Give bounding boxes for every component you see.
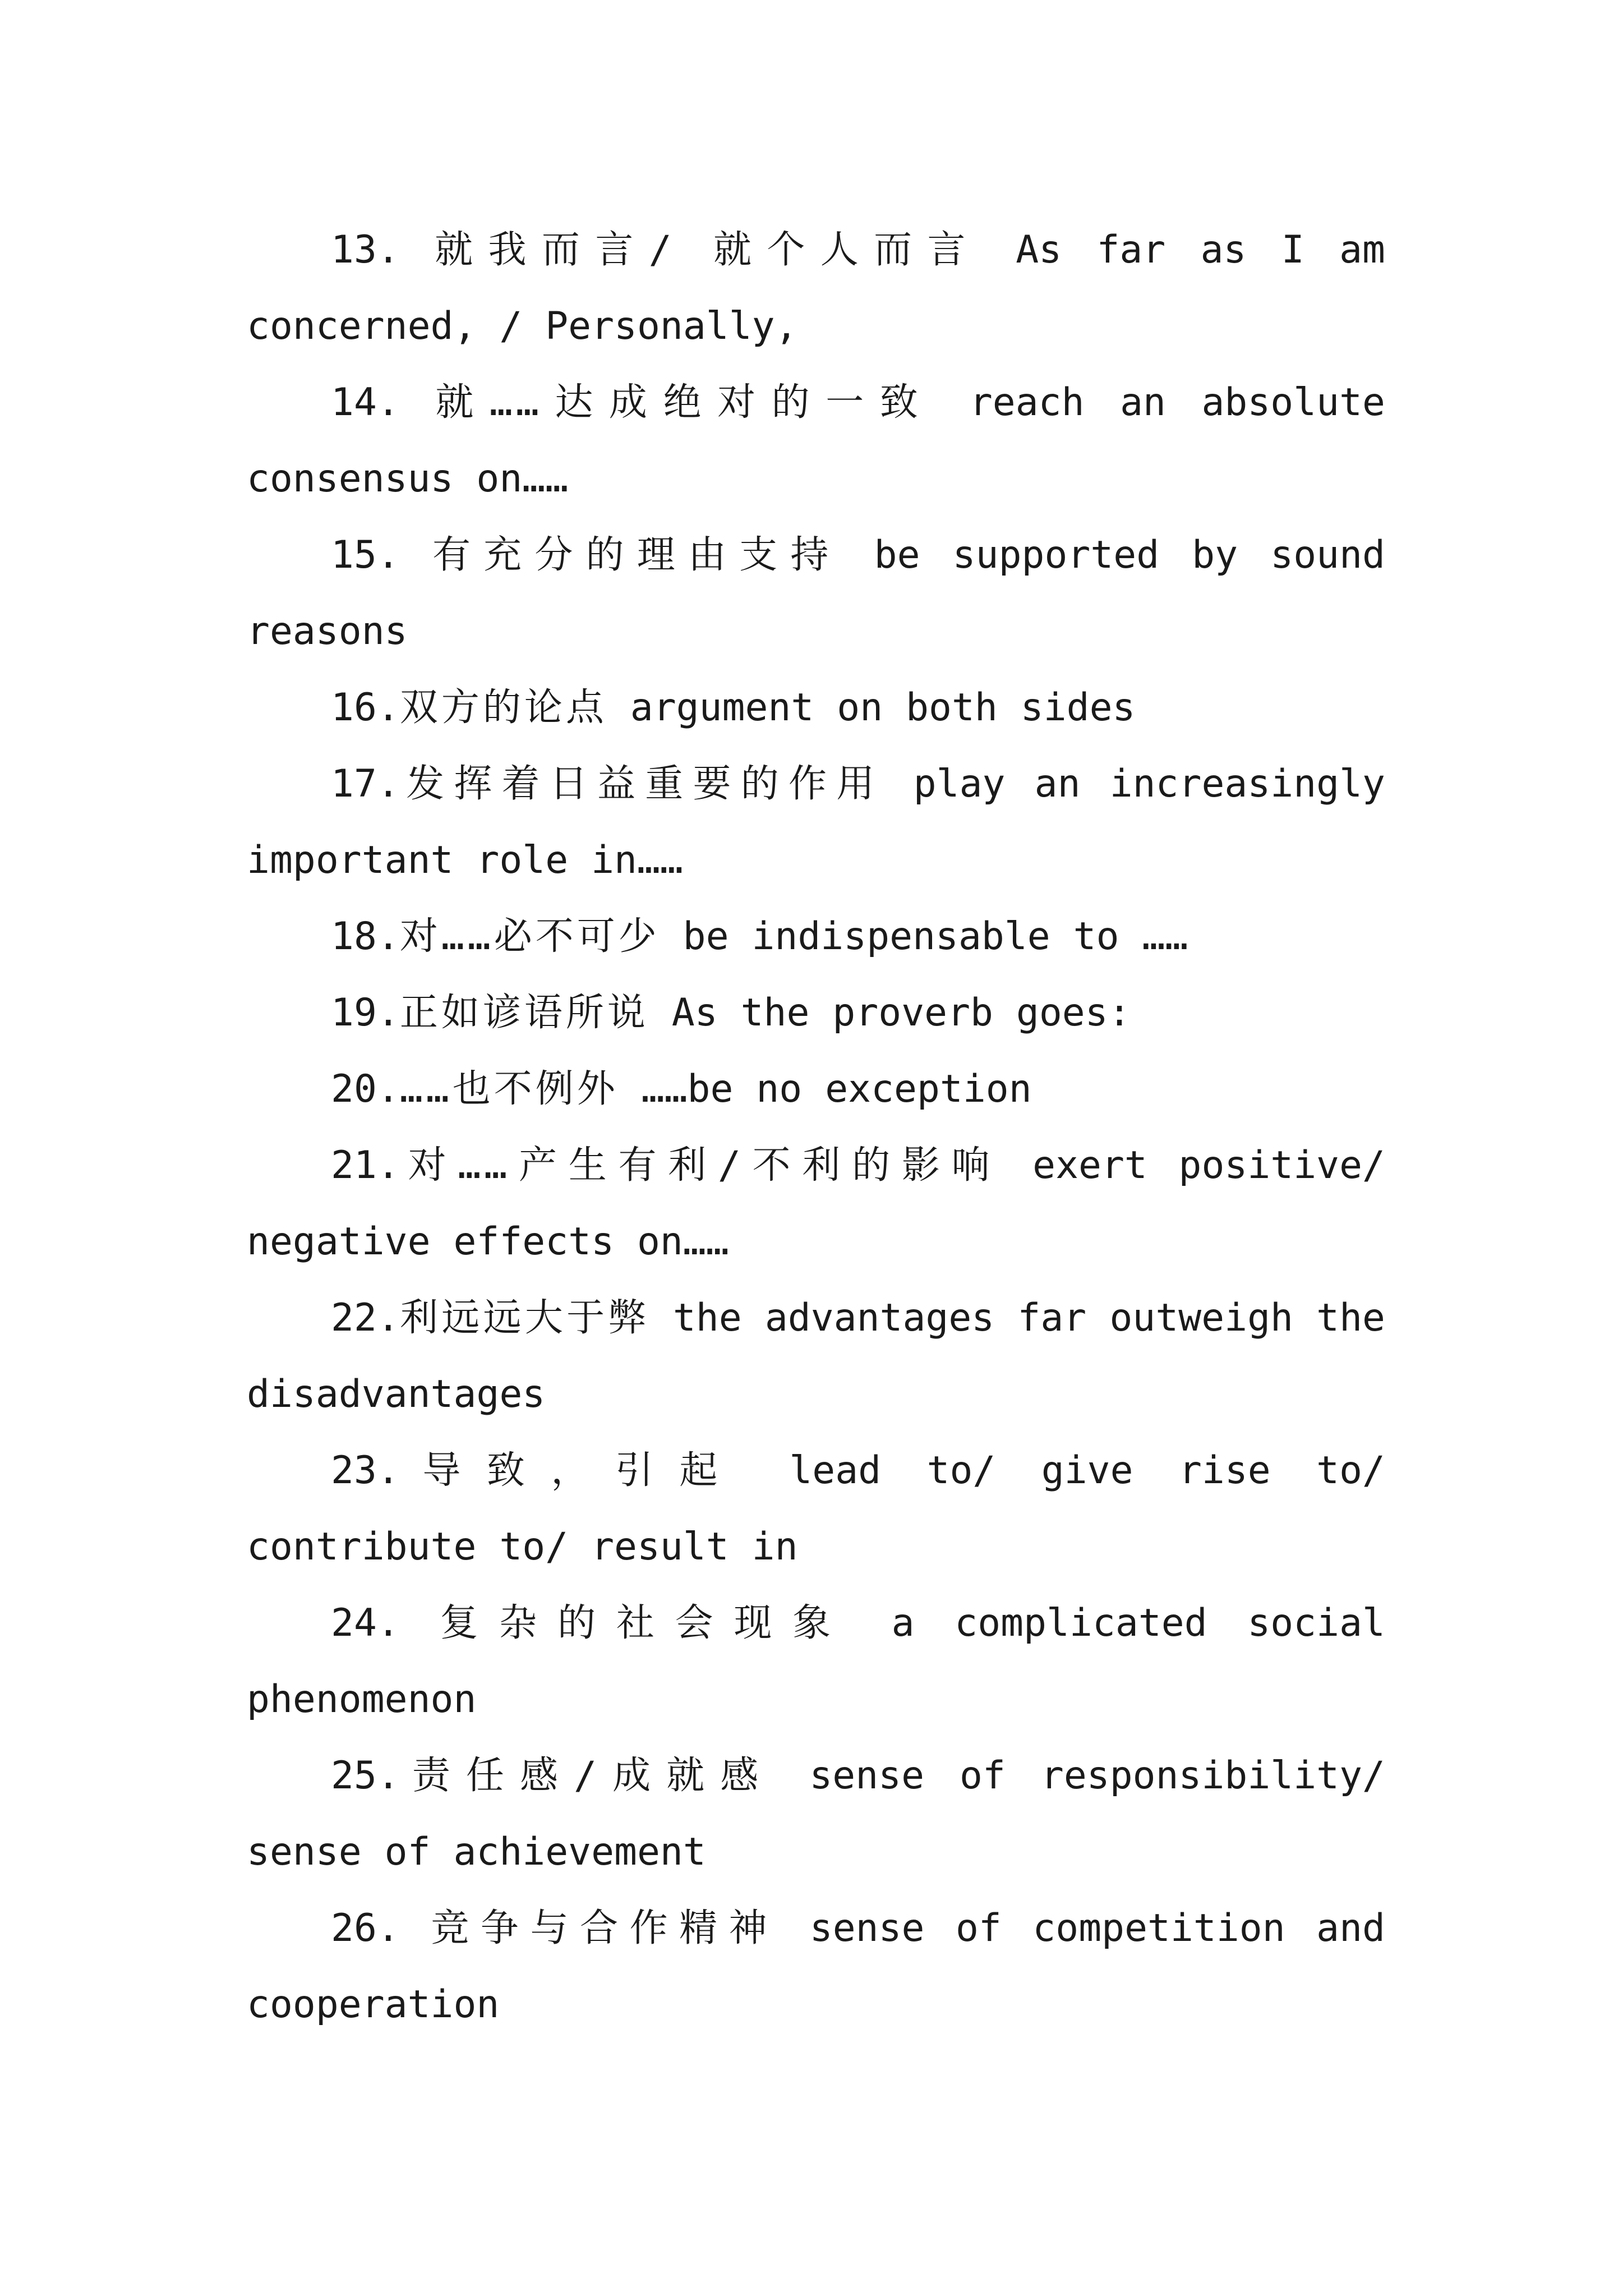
chinese-phrase: 就我而言/ 就个人而言: [435, 228, 981, 272]
list-item: [247, 1128, 1385, 1280]
english-phrase: sense of responsibility/ sense of achievement: [247, 1754, 1385, 1874]
list-item: [247, 517, 1385, 670]
list-item: [247, 365, 1385, 517]
chinese-phrase: 双方的论点: [399, 685, 607, 730]
list-item: [247, 746, 1385, 899]
list-item: [247, 1433, 1385, 1585]
english-phrase: reach an absolute consensus on……: [247, 380, 1385, 501]
english-phrase: As far as I am concerned, / Personally,: [247, 228, 1385, 348]
item-number: 15.: [331, 533, 400, 577]
chinese-phrase: 有充分的理由支持: [432, 533, 842, 577]
item-number: 24.: [331, 1601, 400, 1645]
english-phrase: be indispensable to ……: [683, 914, 1188, 959]
list-item: [247, 1738, 1385, 1890]
english-phrase: sense of competition and cooperation: [247, 1906, 1385, 2027]
english-phrase: the advantages far outweigh the disadvantages: [247, 1296, 1385, 1416]
english-phrase: exert positive/ negative effects on……: [247, 1143, 1386, 1264]
english-phrase: play an increasingly important role in……: [247, 762, 1385, 882]
english-phrase: ……be no exception: [641, 1067, 1032, 1111]
chinese-phrase: ……也不例外: [399, 1067, 619, 1111]
item-number: 17.: [331, 762, 400, 806]
phrase-list: [247, 212, 1385, 2043]
english-phrase: a complicated social phenomenon: [247, 1601, 1385, 1722]
english-phrase: As the proverb goes:: [671, 991, 1131, 1035]
chinese-phrase: 就……达成绝对的一致: [435, 380, 934, 425]
item-number: 16.: [331, 685, 400, 730]
chinese-phrase: 发挥着日益重要的作用: [399, 762, 884, 806]
list-item: [247, 1890, 1385, 2043]
item-number: 13.: [331, 228, 400, 272]
item-number: 18.: [331, 914, 400, 959]
chinese-phrase: 竞争与合作精神: [431, 1906, 779, 1950]
list-item: [247, 212, 1385, 365]
chinese-phrase: 责任感/成就感: [399, 1754, 774, 1798]
item-number: 25.: [331, 1754, 400, 1798]
chinese-phrase: 利远远大于弊: [399, 1296, 650, 1340]
list-item: [247, 975, 1385, 1051]
chinese-phrase: 复杂的社会现象: [440, 1601, 851, 1645]
chinese-phrase: 对……产生有利/不利的影响: [399, 1143, 1002, 1188]
english-phrase: lead to/ give rise to/ contribute to/ result in: [247, 1448, 1385, 1569]
item-number: 23.: [331, 1448, 400, 1493]
list-item: [247, 1280, 1385, 1433]
item-number: 21.: [331, 1143, 400, 1188]
list-item: [247, 1585, 1385, 1738]
list-item: [247, 899, 1385, 975]
chinese-phrase: 对……必不可少: [399, 914, 660, 959]
english-phrase: argument on both sides: [630, 685, 1136, 730]
item-number: 19.: [331, 991, 400, 1035]
item-number: 14.: [331, 380, 400, 425]
item-number: 22.: [331, 1296, 400, 1340]
list-item: [247, 670, 1385, 746]
chinese-phrase: 导致，引起: [399, 1448, 744, 1493]
item-number: 20.: [331, 1067, 400, 1111]
list-item: [247, 1051, 1385, 1128]
english-phrase: be supported by sound reasons: [247, 533, 1385, 654]
chinese-phrase: 正如谚语所说: [399, 991, 649, 1035]
item-number: 26.: [331, 1906, 400, 1950]
